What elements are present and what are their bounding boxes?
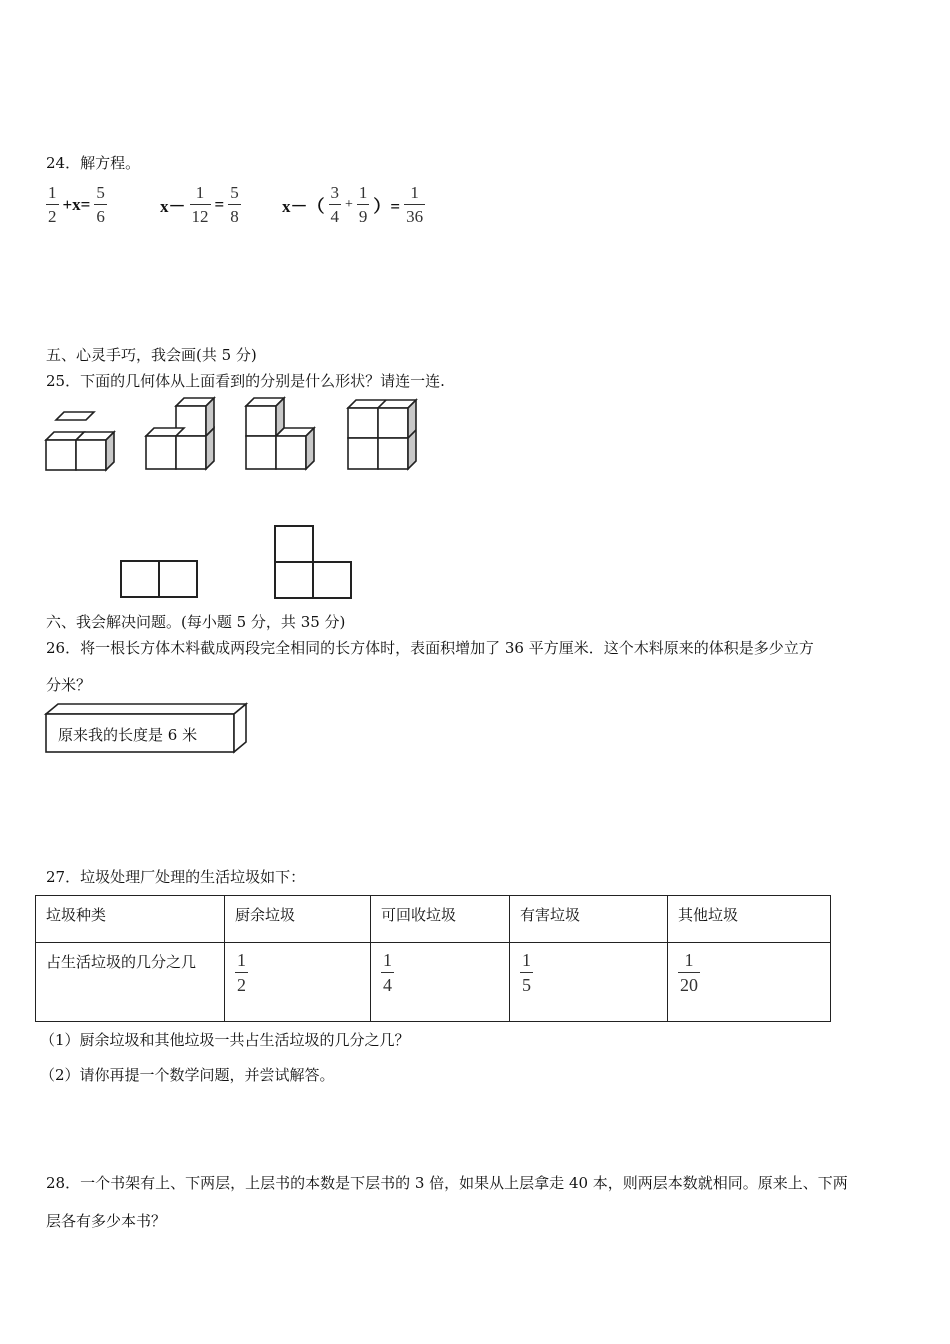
operator: = [214,194,225,214]
fraction [94,184,107,225]
denominator: 8 [228,204,241,225]
fraction [678,951,700,994]
denominator: 5 [520,972,533,994]
q27-title: 27．垃圾处理厂处理的生活垃圾如下： [46,868,306,886]
table-header-cell: 垃圾种类 [36,896,225,943]
denominator: 12 [190,204,211,225]
denominator: 6 [94,204,107,225]
numerator: 1 [522,950,531,970]
fraction [520,951,533,994]
numerator: 1 [237,950,246,970]
table-cell [225,943,371,1022]
q27-sub2: （2）请你再提一个数学问题，并尝试解答。 [40,1066,335,1084]
fraction [190,184,211,225]
operator: + [345,196,353,212]
section5-title: 五、心灵手巧，我会画(共 5 分) [46,346,257,364]
q28-line1: 28．一个书架有上、下两层，上层书的本数是下层书的 3 倍，如果从上层拿走 40 本，则两层本数就相同。原来上、下两 [46,1174,848,1192]
operator: x－（ [282,197,325,216]
solid-figure-2 [140,396,230,476]
table-row-label: 占生活垃圾的几分之几 [36,943,225,1022]
equation-1 [46,184,107,225]
operator: x－ [160,197,186,216]
q28-line2: 层各有多少本书？ [46,1212,167,1230]
waste-table [35,895,831,1022]
q26-line2: 分米？ [46,676,92,694]
numerator: 1 [383,950,392,970]
fraction [404,184,425,225]
denominator: 2 [235,972,248,994]
table-header-row [36,896,831,943]
numerator: 5 [96,183,105,202]
operator: +x= [62,194,91,214]
table-cell [668,943,831,1022]
fraction [46,184,59,225]
top-view-shape-2 [272,523,354,601]
top-view-shape-1 [118,558,200,600]
q26-line1: 26．将一根长方体木料截成两段完全相同的长方体时，表面积增加了 36 平方厘米．这个木料原来的体积是多少立方 [46,639,814,657]
numerator: 5 [230,183,239,202]
equation-3 [282,184,425,225]
solid-figure-1 [40,410,130,480]
table-cell [510,943,668,1022]
denominator: 4 [329,204,342,225]
numerator: 1 [48,183,57,202]
table-cell [371,943,510,1022]
solid-figure-4 [342,396,432,476]
table-row [36,943,831,1022]
denominator: 36 [404,204,425,225]
table-header-cell: 可回收垃圾 [371,896,510,943]
table-header-cell: 厨余垃圾 [225,896,371,943]
numerator: 3 [330,183,339,202]
fraction [228,184,241,225]
numerator: 1 [358,183,368,202]
denominator: 20 [678,972,700,994]
fraction [235,951,248,994]
fraction [381,951,394,994]
q27-sub1: （1）厨余垃圾和其他垃圾一共占生活垃圾的几分之几？ [40,1031,410,1049]
q25-title: 25．下面的几何体从上面看到的分别是什么形状？请连一连. [46,372,445,390]
numerator: 1 [684,950,694,970]
denominator: 9 [357,204,370,225]
fraction [329,184,342,225]
table-header-cell: 有害垃圾 [510,896,668,943]
denominator: 4 [381,972,394,994]
wood-block-label: 原来我的长度是 6 米 [58,726,198,744]
numerator: 1 [410,183,419,202]
fraction [357,184,370,225]
q24-title: 24．解方程。 [46,154,141,172]
table-header-cell: 其他垃圾 [668,896,831,943]
solid-figure-3 [240,396,330,476]
section6-title: 六、我会解决问题。(每小题 5 分，共 35 分) [46,613,346,631]
denominator: 2 [46,204,59,225]
operator: ）= [373,197,401,216]
equation-2 [160,184,241,225]
numerator: 1 [195,183,205,202]
